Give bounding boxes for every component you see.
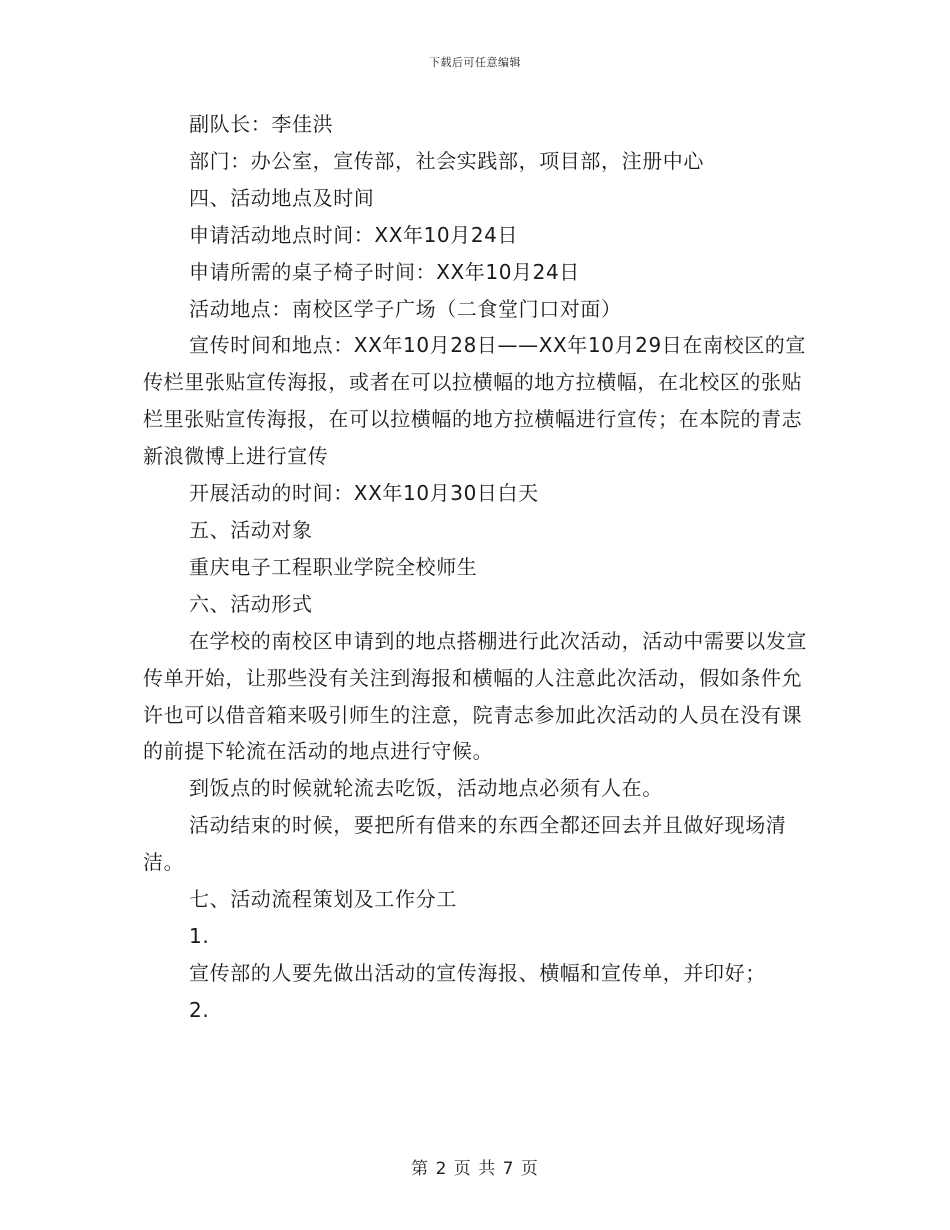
paragraph: 重庆电子工程职业学院全校师生 [189, 554, 478, 579]
paragraph: 部门：办公室，宣传部，社会实践部，项目部，注册中心 [189, 148, 704, 173]
paragraph: 在学校的南校区申请到的地点搭棚进行此次活动，活动中需要以发宣传单开始，让那些没有关注到海报和横幅的人注意此次活动，假如条件允许也可以借音箱来吸引师生的注意，院青志参加此次活动的人员在没有课的前提下轮流在活动的地点进行守候。 [143, 628, 807, 764]
paragraph: 副队长：李佳洪 [189, 112, 334, 136]
paragraph: 宣传部的人要先做出活动的宣传海报、横幅和宣传单，并印好； [189, 960, 766, 985]
section-heading: 五、活动对象 [189, 517, 313, 542]
paragraph: 活动结束的时候，要把所有借来的东西全都还回去并且做好现场清洁。 [143, 813, 787, 875]
paragraph: 宣传时间和地点：XX年10月28日——XX年10月29日在南校区的宣传栏里张贴宣传海报，或者在可以拉横幅的地方拉横幅，在北校区的张贴栏里张贴宣传海报，在可以拉横幅的地方拉横幅进行宣传；在本院的青志新浪微博上进行宣传 [143, 333, 807, 469]
list-number: 1. [189, 923, 210, 948]
paragraph: 活动地点：南校区学子广场（二食堂门口对面） [189, 296, 622, 321]
section-heading: 四、活动地点及时间 [189, 185, 375, 210]
paragraph: 申请所需的桌子椅子时间：XX年10月24日 [189, 259, 580, 284]
document-body [143, 106, 807, 1029]
page-header: 下载后可任意编辑 [429, 56, 521, 69]
paragraph: 到饭点的时候就轮流去吃饭，活动地点必须有人在。 [189, 776, 663, 801]
paragraph: 申请活动地点时间：XX年10月24日 [189, 222, 519, 247]
paragraph: 开展活动的时间：XX年10月30日白天 [189, 481, 539, 506]
page-footer: 第 2 页 共 7 页 [411, 1159, 539, 1179]
section-heading: 七、活动流程策划及工作分工 [189, 887, 457, 912]
list-number: 2. [189, 997, 210, 1022]
section-heading: 六、活动形式 [189, 591, 313, 616]
